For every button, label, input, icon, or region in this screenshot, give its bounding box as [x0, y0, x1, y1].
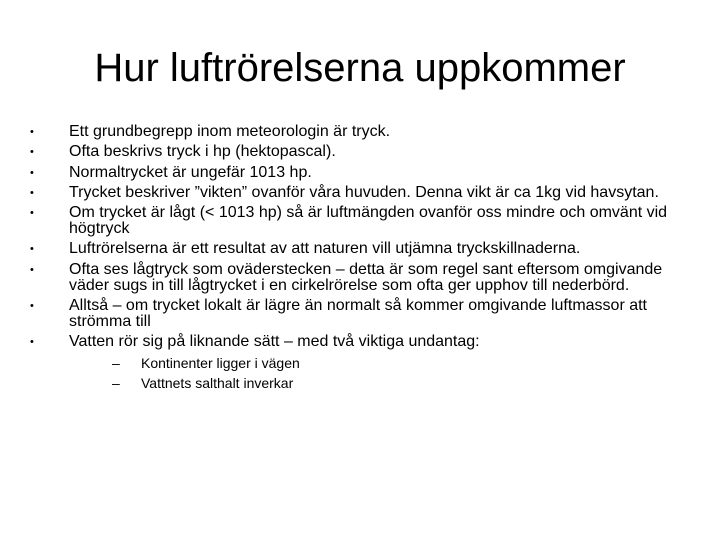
sub-bullet-marker: –	[112, 375, 120, 392]
sub-bullet-item	[69, 375, 690, 391]
bullet-marker: •	[30, 166, 34, 179]
bullet-item	[30, 185, 690, 201]
bullet-item	[30, 205, 690, 237]
slide-title: Hur luftrörelserna uppkommer	[94, 46, 626, 90]
bullet-marker: •	[30, 126, 34, 138]
bullet-text: Vatten rör sig på liknande sätt – med två viktiga undantag:	[69, 333, 480, 351]
bullet-text: Luftrörelserna är ett resultat av att naturen vill utjämna tryckskillnaderna.	[69, 240, 581, 258]
sub-bullet-item	[69, 355, 690, 371]
bullet-item	[30, 298, 690, 330]
bullet-marker: •	[30, 207, 34, 220]
bullet-text: Ett grundbegrepp inom meteorologin är tryck.	[69, 123, 391, 140]
bullet-marker: •	[30, 186, 34, 199]
sub-bullet-marker: –	[112, 355, 120, 372]
bullet-text: Om trycket är lågt (< 1013 hp) så är luftmängden ovanför oss mindre och omvänt vid högtryck	[69, 204, 668, 238]
bullet-marker: •	[30, 243, 34, 256]
bullet-text: Trycket beskriver ”vikten” ovanför våra huvuden. Denna vikt är ca 1kg vid havsytan.	[69, 183, 659, 201]
bullet-marker: •	[30, 263, 34, 276]
bullet-item	[30, 241, 690, 257]
bullet-item	[30, 334, 690, 391]
bullet-text: Ofta beskrivs tryck i hp (hektopascal).	[69, 143, 336, 161]
bullet-list	[30, 124, 690, 396]
bullet-item	[30, 144, 690, 160]
bullet-marker: •	[30, 336, 34, 349]
bullet-item	[30, 165, 690, 181]
sub-bullet-list	[69, 355, 690, 391]
sub-bullet-text: Vattnets salthalt inverkar	[141, 375, 294, 392]
bullet-text: Ofta ses lågtryck som ovädersteckеn – detta är som regel sant eftersom omgivande väder sugs in till lågtrycket i en cirkelrörelse som ofta ger upphov till nederbörd.	[69, 260, 663, 294]
bullet-text: Normaltrycket är ungefär 1013 hp.	[69, 163, 312, 181]
bullet-marker: •	[30, 300, 34, 313]
bullet-item	[30, 124, 690, 140]
bullet-marker: •	[30, 146, 34, 159]
sub-bullet-text: Kontinenter ligger i vägen	[141, 355, 300, 372]
bullet-item	[30, 262, 690, 294]
bullet-text: Alltså – om trycket lokalt är lägre än normalt så kommer omgivande luftmassor att strömma till	[69, 297, 647, 331]
